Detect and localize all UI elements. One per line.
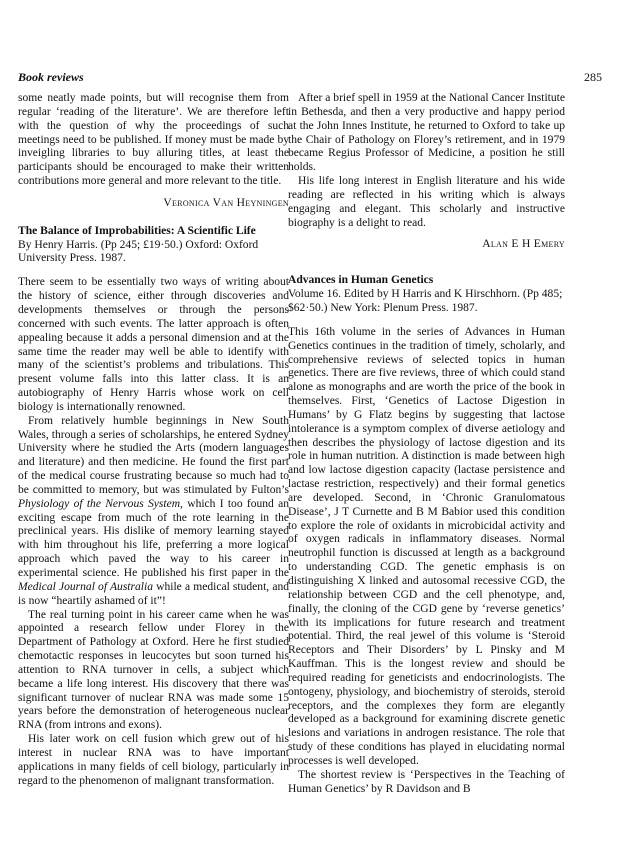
review-heading: [288, 274, 565, 316]
body-paragraph: From relatively humble beginnings in New South Wales, through a series of scholarships, he entered Sydney University where he studied the Arts (modern languages and literature) and then medicine. He found the first part of the medical course frustrating because so much had to be committed to memory, but was stimulated by Fulton’s Physiology of the Nervous System, which I too found an exciting escape from much of the rote learning in the preclinical years. His dislike of memory learning stayed with him throughout his life, preferring a more logical approach which paved the way to his career in experimental science. He published his first paper in the Medical Journal of Australia while a medical student, and is now “heartily ashamed of it”!: [18, 414, 289, 607]
body-paragraph: After a brief spell in 1959 at the National Cancer Institute in Bethesda, and then a very productive and happy period at the John Innes Institute, he returned to Oxford to take up the Chair of Pathology on Florey’s retirement, and in 1979 became Regius Professor of Medicine, a position he still holds.: [288, 92, 565, 174]
book-details: By Henry Harris. (Pp 245; £19·50.) Oxford: Oxford University Press. 1987.: [18, 238, 259, 265]
body-paragraph: His later work on cell fusion which grew out of his interest in nuclear RNA was to have important applications in many fields of cell biology, particularly in regard to the phenomenon of malignant transformation.: [18, 733, 289, 787]
page-number: 285: [584, 70, 602, 84]
book-title: Advances in Human Genetics: [288, 274, 434, 287]
continued-paragraph: some neatly made points, but will recognise them from regular ‘reading of the literature’. We are therefore left with the question of why the proceedings of such meetings need to be published. If money must be made by inveigling libraries to buy alluring titles, at least the participants should be encouraged to make their written contributions more general and more relevant to the title.: [18, 92, 289, 188]
body-paragraph: There seem to be essentially two ways of writing about the history of science, either through discoveries and developments themselves or through the persons concerned with such events. The latter approach is often appealing because it adds a personal dimension and at the same time the reader may well be able to identify with many of the scientist’s problems and tribulations. This present volume falls into this latter class. It is an autobiography of Henry Harris whose work on cell biology is internationally renowned.: [18, 276, 289, 413]
right-column: [288, 92, 565, 797]
body-paragraph: The shortest review is ‘Perspectives in the Teaching of Human Genetics’ by R Davidson and B: [288, 768, 565, 795]
book-title: The Balance of Improbabilities: A Scientific Life: [18, 224, 256, 237]
body-paragraph: This 16th volume in the series of Advances in Human Genetics continues in the tradition of timely, scholarly, and comprehensive reviews of selected topics in human genetics. There are five reviews, three of which could stand alone as monographs and are worth the price of the book in themselves. First, ‘Genetics of Lactose Digestion in Humans’ by G Flatz begins by suggesting that lactose intolerance is a symptom complex of diverse aetiology and then describes the physiology of lactose digestion and its role in human nutrition. A distinction is made between high and low lactose digestion capacity (lactase persistence and lactase restriction, respectively) and their formal genetics are developed. Second, in ‘Chronic Granulomatous Disease’, J T Curnette and B M Babior used this condition to explore the role of oxidants in microbicidal activity and of oxygen radicals in inflammatory diseases. Normal neutrophil function is discussed at length as a background to understanding CGD. The genetic emphasis is on distinguishing X linked and autosomal recessive CGD, the relationship between CGD and the cell phenotype, and, finally, the cloning of the CGD gene by ‘reverse genetics’ with its implications for future research and treatment potential. Third, the real jewel of this volume is ‘Steroid Receptors and Their Disorders’ by L Pinsky and M Kauffman. This is the longest review and should be required reading for geneticists and endocrinologists. The ontogeny, physiology, and biochemistry of steroids, steroid receptors, and the complexes they form are elegantly developed as a background for examining discrete genetic lesions and variations in androgen resistance. The role that study of these conditions has played in elucidating normal processes is well developed.: [288, 325, 565, 767]
left-column: [18, 92, 289, 789]
reviewer-signature: Veronica Van Heyningen: [163, 196, 289, 209]
page-header: [18, 70, 602, 86]
review-heading: [18, 225, 289, 267]
book-details: Volume 16. Edited by H Harris and K Hirschhorn. (Pp 485; $62·50.) New York: Plenum Press. 1987.: [288, 288, 563, 314]
body-paragraph: His life long interest in English literature and his wide reading are reflected in his writing which is always engaging and elegant. This scholarly and instructive biography is a delight to read.: [288, 175, 565, 229]
body-paragraph: The real turning point in his career came when he was appointed a research fellow under Florey in the Department of Pathology at Oxford. Here he first studied chemotactic responses in leucocytes but soon turned his attention to RNA turnover in cells, a subject which became a life long interest. His discovery that there was significant turnover of nuclear RNA was made some 15 years before the demonstration of heterogeneous nuclear RNA (from introns and exons).: [18, 608, 289, 732]
section-title: Book reviews: [18, 70, 84, 84]
reviewer-signature: Alan E H Emery: [482, 238, 565, 251]
